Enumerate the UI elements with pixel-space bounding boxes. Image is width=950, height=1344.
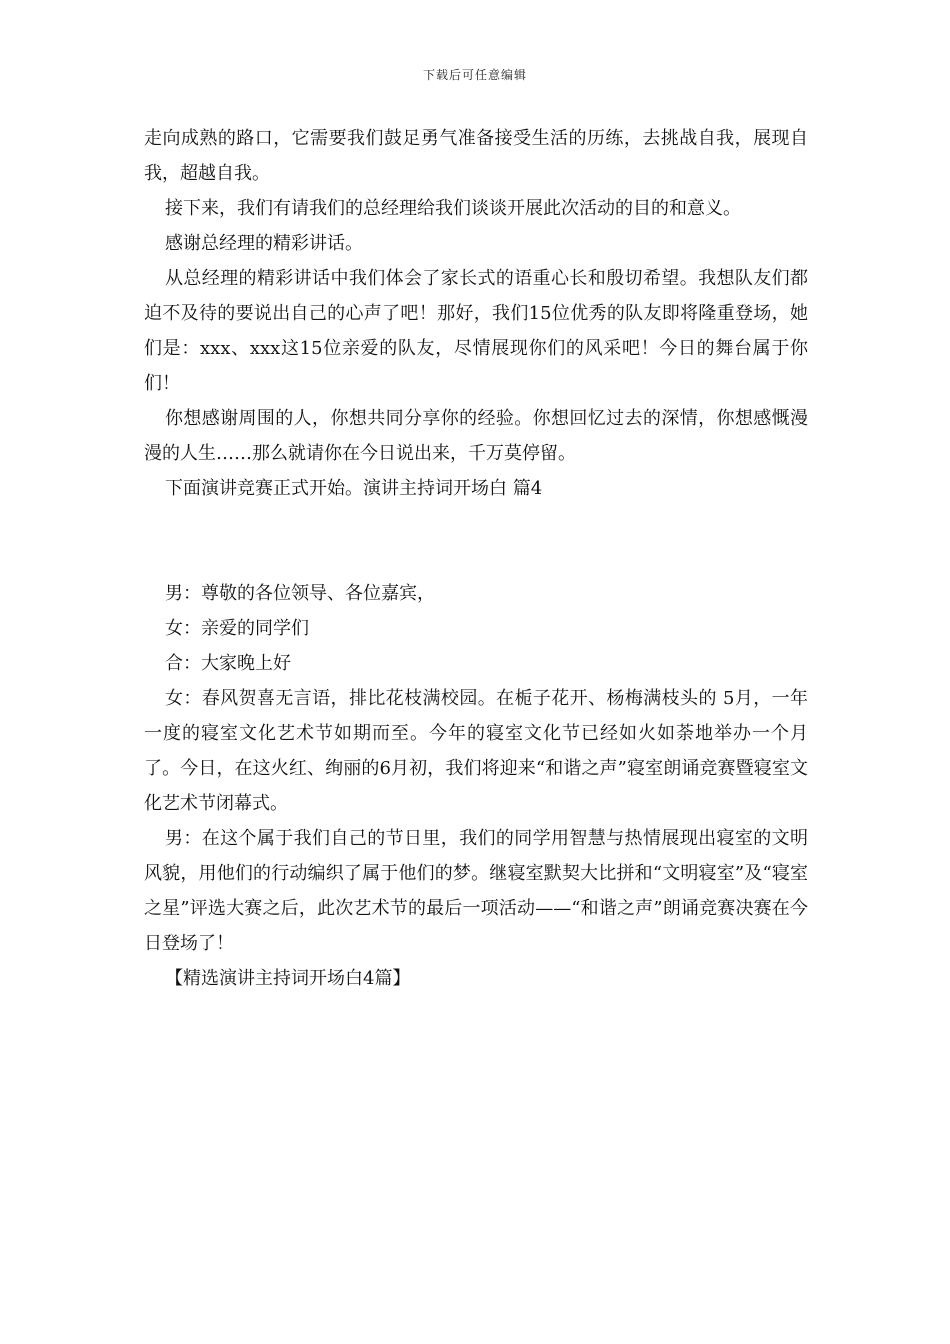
paragraph: 男：尊敬的各位领导、各位嘉宾，: [165, 583, 435, 604]
paragraph: 男：在这个属于我们自己的节日里，我们的同学用智慧与热情展现出寝室的文明风貌，用他们的行动编织了属于他们的梦。继寝室默契大比拼和“文明寝室”及“寝室之星”评选大赛之后，此次艺术节的最后一项活动——“和谐之声”朗诵竞赛决赛在今日登场了！: [144, 828, 808, 954]
paragraph: 走向成熟的路口，它需要我们鼓足勇气准备接受生活的历练，去挑战自我，展现自我，超越自我。: [144, 128, 808, 184]
paragraph: 从总经理的精彩讲话中我们体会了家长式的语重心长和殷切希望。我想队友们都迫不及待的要说出自己的心声了吧！那好，我们15位优秀的队友即将隆重登场，她们是：xxx、xxx这15位亲爱的队友，尽情展现你们的风采吧！今日的舞台属于你们！: [144, 268, 808, 394]
document-body: [144, 121, 808, 996]
paragraph: 下面演讲竞赛正式开始。演讲主持词开场白 篇4: [165, 478, 543, 499]
paragraph: 【精选演讲主持词开场白4篇】: [165, 968, 411, 989]
paragraph: 你想感谢周围的人，你想共同分享你的经验。你想回忆过去的深情，你想感慨漫漫的人生……那么就请你在今日说出来，千万莫停留。: [144, 408, 808, 464]
paragraph: 合：大家晚上好: [165, 653, 291, 674]
paragraph: 女：亲爱的同学们: [165, 618, 309, 639]
paragraph: 感谢总经理的精彩讲话。: [165, 233, 363, 254]
page-header: 下载后可任意编辑: [422, 68, 527, 82]
paragraph: 女：春风贺喜无言语，排比花枝满校园。在栀子花开、杨梅满枝头的 5月，一年一度的寝室文化艺术节如期而至。今年的寝室文化节已经如火如荼地举办一个月了。今日，在这火红、绚丽的6月初，我们将迎来“和谐之声”寝室朗诵竞赛暨寝室文化艺术节闭幕式。: [144, 688, 808, 814]
blank-space: [144, 506, 808, 576]
paragraph: 接下来，我们有请我们的总经理给我们谈谈开展此次活动的目的和意义。: [165, 198, 741, 219]
